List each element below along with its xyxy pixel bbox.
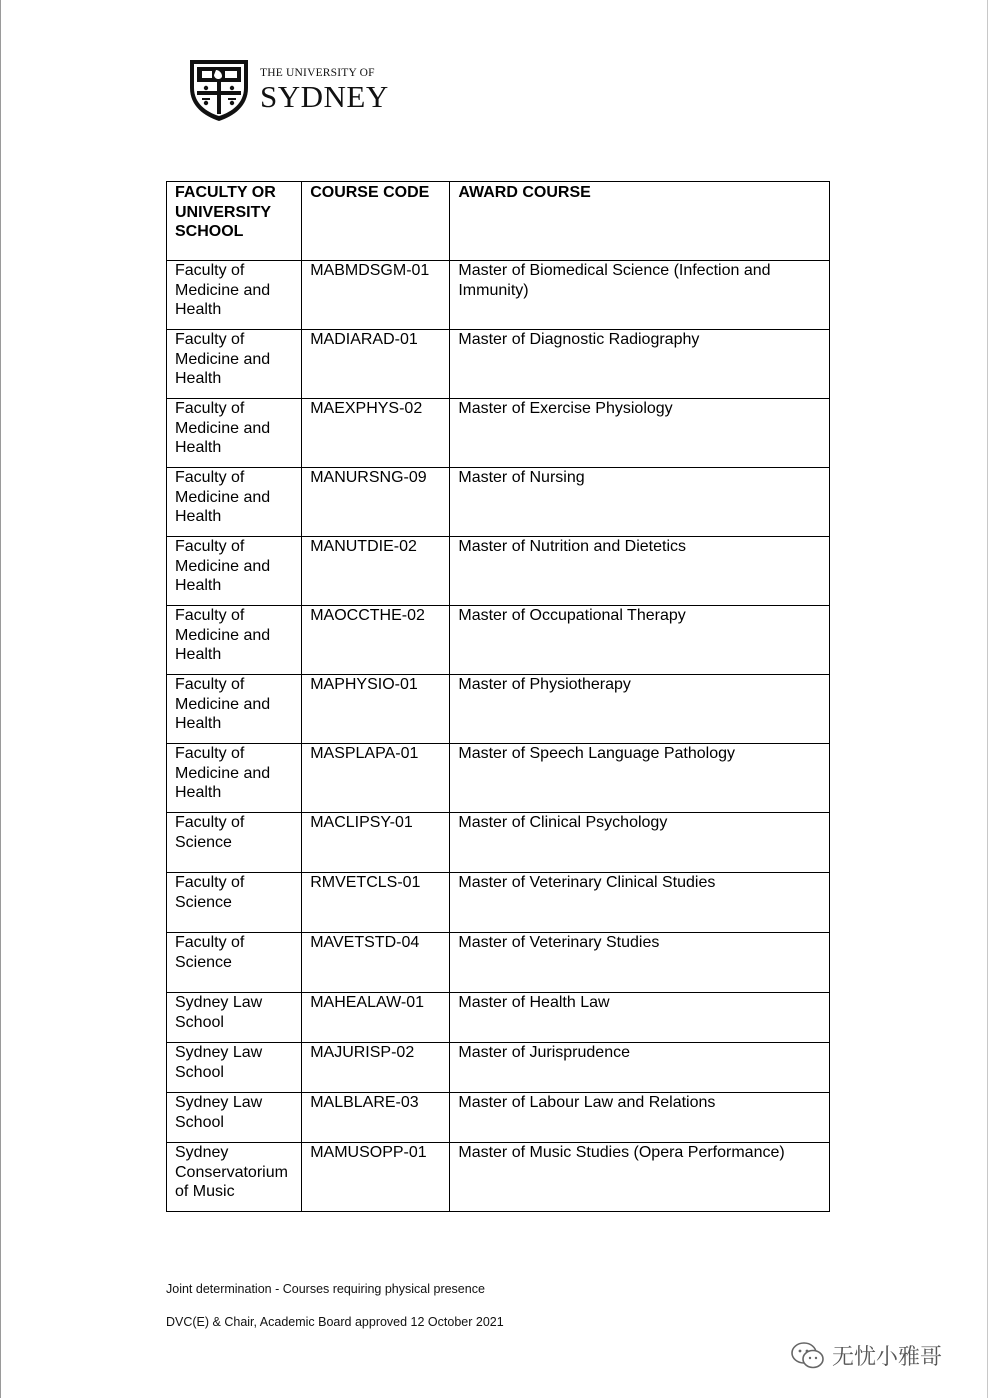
cell-faculty: Sydney Law School [167, 1043, 302, 1093]
cell-faculty: Sydney Law School [167, 1093, 302, 1143]
logo-wordmark [260, 68, 389, 112]
cell-code: MAJURISP-02 [302, 1043, 450, 1093]
table-row [167, 675, 830, 744]
page-left-edge [0, 0, 1, 1398]
cell-course: Master of Veterinary Clinical Studies [450, 873, 830, 933]
cell-code: MANURSNG-09 [302, 468, 450, 537]
cell-code: MAEXPHYS-02 [302, 399, 450, 468]
cell-faculty: Faculty of Medicine and Health [167, 468, 302, 537]
cell-code: MAOCCTHE-02 [302, 606, 450, 675]
cell-code: MABMDSGM-01 [302, 261, 450, 330]
cell-course: Master of Speech Language Pathology [450, 744, 830, 813]
cell-faculty: Faculty of Science [167, 933, 302, 993]
footer-approval: DVC(E) & Chair, Academic Board approved 12 October 2021 [166, 1315, 504, 1329]
table-row [167, 468, 830, 537]
table-row [167, 993, 830, 1043]
cell-course: Master of Jurisprudence [450, 1043, 830, 1093]
cell-faculty: Faculty of Medicine and Health [167, 744, 302, 813]
logo-line-2: SYDNEY [260, 78, 389, 114]
cell-course: Master of Clinical Psychology [450, 813, 830, 873]
cell-course: Master of Nutrition and Dietetics [450, 537, 830, 606]
cell-course: Master of Physiotherapy [450, 675, 830, 744]
table-row [167, 606, 830, 675]
cell-course: Master of Biomedical Science (Infection and Immunity) [450, 261, 830, 330]
cell-code: MACLIPSY-01 [302, 813, 450, 873]
cell-code: RMVETCLS-01 [302, 873, 450, 933]
university-logo [188, 58, 389, 122]
cell-code: MALBLARE-03 [302, 1093, 450, 1143]
table-row [167, 744, 830, 813]
cell-faculty: Faculty of Science [167, 813, 302, 873]
logo-line-1: THE UNIVERSITY OF [260, 67, 375, 80]
cell-code: MANUTDIE-02 [302, 537, 450, 606]
cell-faculty: Faculty of Medicine and Health [167, 330, 302, 399]
cell-code: MAMUSOPP-01 [302, 1143, 450, 1212]
cell-course: Master of Veterinary Studies [450, 933, 830, 993]
cell-course: Master of Health Law [450, 993, 830, 1043]
table-row [167, 813, 830, 873]
cell-course: Master of Exercise Physiology [450, 399, 830, 468]
cell-faculty: Faculty of Medicine and Health [167, 399, 302, 468]
courses-table [166, 181, 830, 1212]
cell-code: MADIARAD-01 [302, 330, 450, 399]
table-row [167, 399, 830, 468]
table-row [167, 330, 830, 399]
table-row [167, 1143, 830, 1212]
cell-faculty: Faculty of Medicine and Health [167, 675, 302, 744]
table-row [167, 1093, 830, 1143]
table-row [167, 933, 830, 993]
cell-course: Master of Diagnostic Radiography [450, 330, 830, 399]
wechat-icon [790, 1341, 826, 1371]
cell-course: Master of Labour Law and Relations [450, 1093, 830, 1143]
table-row [167, 1043, 830, 1093]
cell-faculty: Faculty of Science [167, 873, 302, 933]
table-row [167, 261, 830, 330]
cell-faculty: Sydney Conservatorium of Music [167, 1143, 302, 1212]
watermark [790, 1340, 942, 1371]
header-award-course: AWARD COURSE [450, 182, 830, 261]
cell-faculty: Faculty of Medicine and Health [167, 261, 302, 330]
table-row [167, 873, 830, 933]
university-crest-icon [188, 58, 250, 122]
footer-title: Joint determination - Courses requiring physical presence [166, 1282, 485, 1296]
header-course-code: COURSE CODE [302, 182, 450, 261]
cell-course: Master of Music Studies (Opera Performance) [450, 1143, 830, 1212]
cell-course: Master of Occupational Therapy [450, 606, 830, 675]
cell-faculty: Faculty of Medicine and Health [167, 606, 302, 675]
header-faculty: FACULTY OR UNIVERSITY SCHOOL [167, 182, 302, 261]
cell-faculty: Sydney Law School [167, 993, 302, 1043]
cell-code: MAVETSTD-04 [302, 933, 450, 993]
cell-faculty: Faculty of Medicine and Health [167, 537, 302, 606]
cell-code: MAPHYSIO-01 [302, 675, 450, 744]
cell-code: MASPLAPA-01 [302, 744, 450, 813]
watermark-text: 无忧小雅哥 [832, 1345, 943, 1370]
cell-course: Master of Nursing [450, 468, 830, 537]
table-row [167, 537, 830, 606]
cell-code: MAHEALAW-01 [302, 993, 450, 1043]
table-header-row [167, 182, 830, 261]
